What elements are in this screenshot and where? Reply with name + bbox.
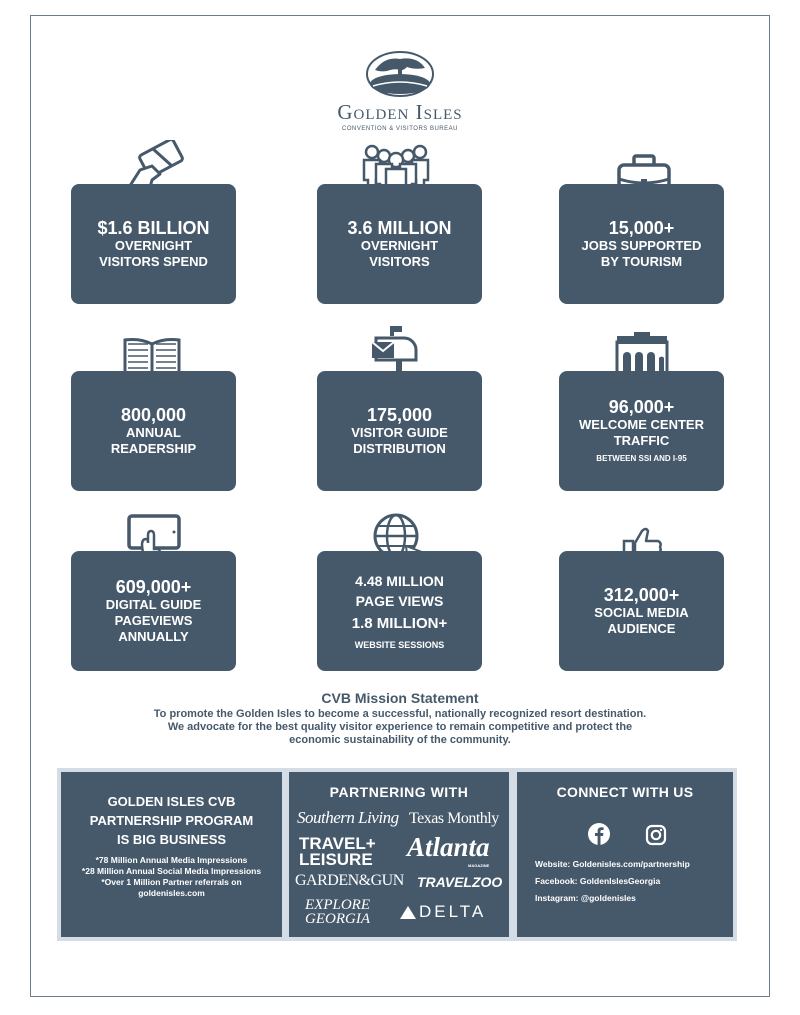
stat-value: 3.6 MILLION <box>347 218 452 238</box>
connect-panel <box>517 772 733 937</box>
mission-line: To promote the Golden Isles to become a successful, nationally recognized resort destination. <box>153 708 647 720</box>
stat-label: JOBS SUPPORTED <box>581 238 702 253</box>
stat-value: $1.6 BILLION <box>97 218 210 238</box>
brand-explore: EXPLORE <box>305 897 370 913</box>
logo-subtitle: CONVENTION & VISITORS BUREAU <box>342 126 458 132</box>
partnership-line: *28 Million Annual Social Media Impressions <box>81 866 262 876</box>
stat-label: OVERNIGHT <box>360 238 439 253</box>
stat-label: VISITOR GUIDE <box>351 425 448 440</box>
delta-triangle-icon <box>399 905 417 920</box>
partnership-line: goldenisles.com <box>138 888 205 898</box>
stat-label: PAGEVIEWS <box>114 613 193 628</box>
stat-label: TRAFFIC <box>613 433 670 448</box>
brand-travelzoo: TRAVELZOO <box>417 874 503 890</box>
stat-label: ANNUALLY <box>118 629 189 644</box>
stat-label: SOCIAL MEDIA <box>594 605 689 620</box>
stat-label: DISTRIBUTION <box>353 441 446 456</box>
connect-details <box>535 856 690 907</box>
stat-card-visitors <box>317 184 482 304</box>
facebook-icon[interactable] <box>587 822 611 846</box>
partnership-heading: PARTNERSHIP PROGRAM <box>89 813 254 828</box>
stat-value: 4.48 MILLION <box>355 573 444 589</box>
stat-card-welcome-center <box>559 371 724 491</box>
brand-delta: DELTA <box>419 902 487 921</box>
mission-line: We advocate for the best quality visitor experience to remain competitive and protect the <box>167 721 633 733</box>
brand-leisure: LEISURE <box>299 850 373 869</box>
footer-band <box>57 768 737 941</box>
stat-value: 800,000 <box>120 405 187 425</box>
stat-card-guide-distribution <box>317 371 482 491</box>
connect-heading: CONNECT WITH US <box>556 784 694 800</box>
website-link[interactable]: Website: Goldenisles.com/partnership <box>535 859 690 869</box>
partnership-line: *78 Million Annual Media Impressions <box>95 855 248 865</box>
stat-label: VISITORS <box>369 254 430 269</box>
brand-southern-living: Southern Living <box>297 808 399 827</box>
stat-value: 1.8 MILLION+ <box>351 615 448 632</box>
stat-value: 96,000+ <box>608 397 675 417</box>
stat-value: 15,000+ <box>608 218 675 238</box>
mission-line: economic sustainability of the community. <box>289 734 511 746</box>
stat-card-digital-guide <box>71 551 236 671</box>
stat-note: BETWEEN SSI AND I-95 <box>596 454 687 463</box>
facebook-link[interactable]: Facebook: GoldenIslesGeorgia <box>535 876 661 886</box>
partnership-line: *Over 1 Million Partner referrals on <box>101 877 242 887</box>
partnership-heading: GOLDEN ISLES CVB <box>107 794 236 809</box>
stat-note: WEBSITE SESSIONS <box>354 640 445 650</box>
stat-card-spend <box>71 184 236 304</box>
stat-label: BY TOURISM <box>600 254 683 269</box>
oak-tree-logo-icon <box>365 50 435 98</box>
stat-label: VISITORS SPEND <box>99 254 208 269</box>
brand-texas-monthly: Texas Monthly <box>409 810 499 827</box>
stat-card-jobs <box>559 184 724 304</box>
mission-statement <box>60 690 740 747</box>
stat-label: DIGITAL GUIDE <box>105 597 202 612</box>
stat-card-readership <box>71 371 236 491</box>
stat-label: READERSHIP <box>110 441 197 456</box>
stat-label: OVERNIGHT <box>114 238 193 253</box>
partnership-heading: IS BIG BUSINESS <box>116 832 227 847</box>
partnering-panel <box>289 772 509 937</box>
partnership-panel <box>61 772 282 937</box>
brand-georgia: GEORGIA <box>305 911 370 927</box>
stat-label: ANNUAL <box>126 425 181 440</box>
stat-value: 175,000 <box>366 405 433 425</box>
stat-value: 609,000+ <box>115 577 192 597</box>
stat-card-website <box>317 551 482 671</box>
stat-label: AUDIENCE <box>607 621 676 636</box>
brand-atlanta-magazine: MAGAZINE <box>468 863 490 868</box>
partnering-heading: PARTNERING WITH <box>329 784 469 800</box>
stat-label: PAGE VIEWS <box>355 593 444 609</box>
brand-travel: TRAVEL+ <box>299 834 376 853</box>
mission-title: CVB Mission Statement <box>321 690 479 706</box>
golden-isles-logo <box>300 50 500 130</box>
brand-garden-gun: GARDEN&GUN <box>295 872 404 889</box>
instagram-icon[interactable] <box>645 824 667 846</box>
stat-value: 312,000+ <box>603 585 680 605</box>
stat-card-social <box>559 551 724 671</box>
brand-atlanta: Atlanta <box>407 832 490 862</box>
stat-label: WELCOME CENTER <box>579 417 704 432</box>
logo-title: Golden Isles <box>337 100 463 124</box>
instagram-link[interactable]: Instagram: @goldenisles <box>535 893 636 903</box>
